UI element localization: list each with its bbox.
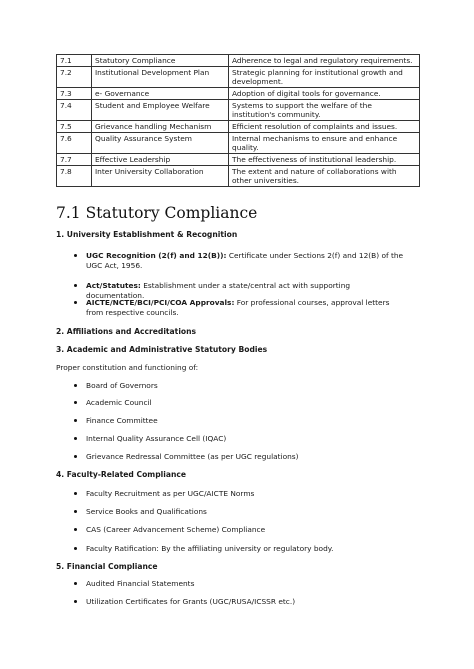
bullet-icon <box>74 455 77 458</box>
bullet-text: Service Books and Qualifications <box>86 507 207 516</box>
row-description: Adherence to legal and regulatory requirements. <box>229 55 420 67</box>
bullet-text: For professional courses, approval letters from respective councils. <box>86 298 390 317</box>
row-number: 7.8 <box>57 166 92 187</box>
bullet-text: Faculty Recruitment as per UGC/AICTE Norms <box>86 489 255 498</box>
row-number: 7.3 <box>57 88 92 100</box>
row-description: Strategic planning for institutional growth and development. <box>229 67 420 88</box>
row-number: 7.6 <box>57 133 92 154</box>
row-description: Efficient resolution of complaints and issues. <box>229 121 420 133</box>
table-row <box>57 121 420 133</box>
row-number: 7.1 <box>57 55 92 67</box>
bullet-icon <box>74 528 77 531</box>
bullet-icon <box>74 401 77 404</box>
bullet-lead: UGC Recognition (2(f) and 12(B)): <box>86 251 227 260</box>
section-title: 2. Affiliations and Accreditations <box>56 327 197 336</box>
bullet-icon <box>74 547 77 550</box>
bullet-icon <box>74 284 77 287</box>
bullet-text: Audited Financial Statements <box>86 579 195 588</box>
bullet-icon <box>74 510 77 513</box>
bullet-icon <box>74 254 77 257</box>
table-row <box>57 100 420 121</box>
section-heading: 7.1 Statutory Compliance <box>56 204 258 222</box>
table-row <box>57 133 420 154</box>
table-row <box>57 166 420 187</box>
bullet-icon <box>74 437 77 440</box>
bullet-icon <box>74 600 77 603</box>
row-description: Internal mechanisms to ensure and enhance quality. <box>229 133 420 154</box>
row-area: Institutional Development Plan <box>92 67 229 88</box>
bullet-text: Board of Governors <box>86 381 158 390</box>
row-area: Inter University Collaboration <box>92 166 229 187</box>
table-row <box>57 88 420 100</box>
row-area: e- Governance <box>92 88 229 100</box>
bullet-lead: Act/Statutes: <box>86 281 141 290</box>
bullet-lead: AICTE/NCTE/BCI/PCI/COA Approvals: <box>86 298 235 307</box>
table-row <box>57 67 420 88</box>
row-description: Adoption of digital tools for governance. <box>229 88 420 100</box>
bullet-text: Utilization Certificates for Grants (UGC/RUSA/ICSSR etc.) <box>86 597 296 606</box>
section-title: 1. University Establishment & Recognition <box>56 230 238 239</box>
row-description: The extent and nature of collaborations with other universities. <box>229 166 420 187</box>
table-row <box>57 55 420 67</box>
bullet-text: Establishment under a state/central act with supporting documentation. <box>86 281 351 300</box>
section-intro: Proper constitution and functioning of: <box>56 363 199 372</box>
section-title: 3. Academic and Administrative Statutory Bodies <box>56 345 268 354</box>
bullet-icon <box>74 419 77 422</box>
section-title: 5. Financial Compliance <box>56 562 158 571</box>
row-number: 7.4 <box>57 100 92 121</box>
bullet-text: CAS (Career Advancement Scheme) Compliance <box>86 525 266 534</box>
row-area: Grievance handling Mechanism <box>92 121 229 133</box>
row-description: Systems to support the welfare of the institution's community. <box>229 100 420 121</box>
bullet-text: Finance Committee <box>86 416 158 425</box>
table-row <box>57 154 420 166</box>
bullet-text: Grievance Redressal Committee (as per UGC regulations) <box>86 452 299 461</box>
bullet-text: Faculty Ratification: By the affiliating university or regulatory body. <box>86 544 334 553</box>
bullet-icon <box>74 582 77 585</box>
bullet-icon <box>74 492 77 495</box>
row-description: The effectiveness of institutional leadership. <box>229 154 420 166</box>
row-number: 7.5 <box>57 121 92 133</box>
row-area: Quality Assurance System <box>92 133 229 154</box>
row-area: Student and Employee Welfare <box>92 100 229 121</box>
section-title: 4. Faculty-Related Compliance <box>56 470 187 479</box>
bullet-text: Internal Quality Assurance Cell (IQAC) <box>86 434 227 443</box>
row-area: Effective Leadership <box>92 154 229 166</box>
bullet-icon <box>74 384 77 387</box>
criteria-table <box>56 54 420 187</box>
row-area: Statutory Compliance <box>92 55 229 67</box>
bullet-text: Certificate under Sections 2(f) and 12(B) of the UGC Act, 1956. <box>86 251 404 270</box>
bullet-text: Academic Council <box>86 398 152 407</box>
row-number: 7.2 <box>57 67 92 88</box>
row-number: 7.7 <box>57 154 92 166</box>
bullet-icon <box>74 301 77 304</box>
